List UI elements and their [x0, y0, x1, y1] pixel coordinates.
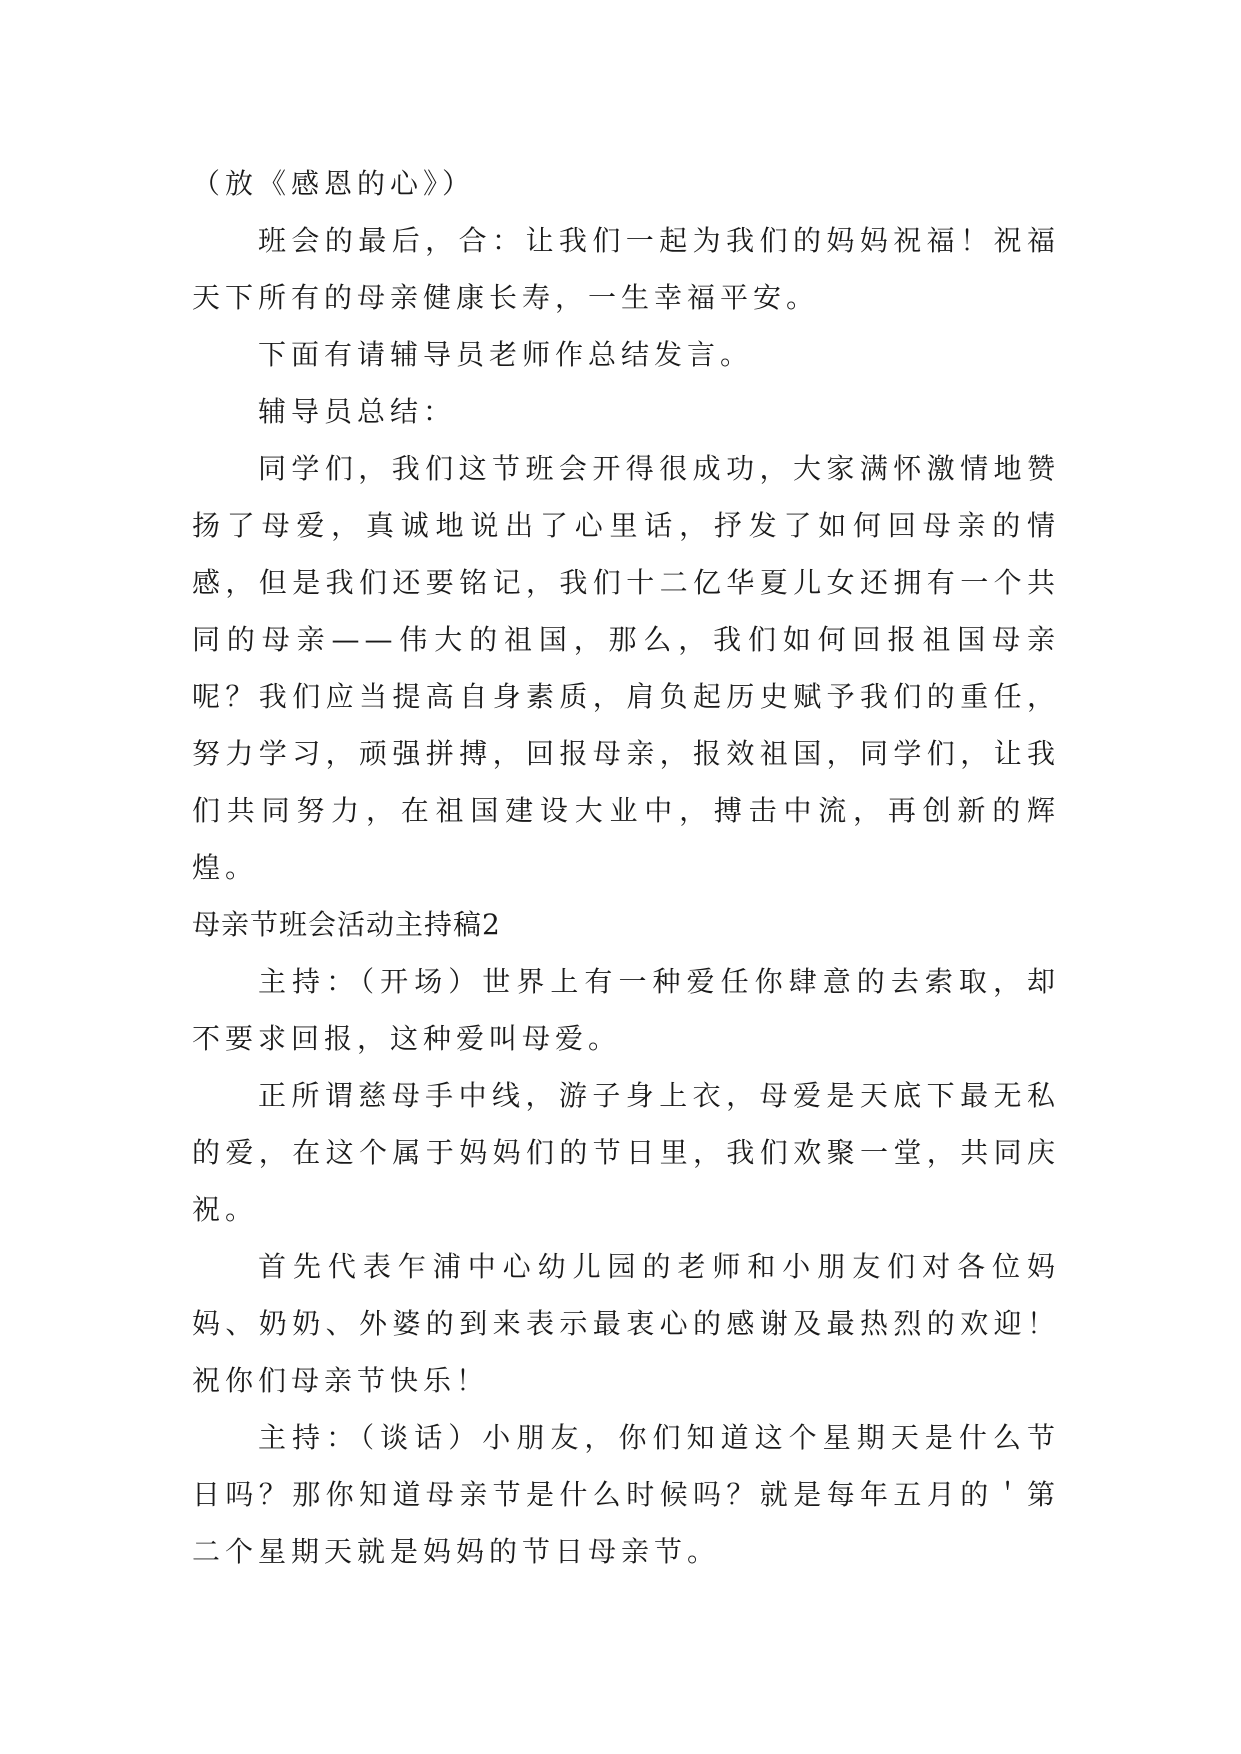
paragraph-counselor-summary: 同学们，我们这节班会开得很成功，大家满怀激情地赞扬了母爱，真诚地说出了心里话，抒发了如何回母亲的情感，但是我们还要铭记，我们十二亿华夏儿女还拥有一个共同的母亲——伟大的祖国，那么，我们如何回报祖国母亲呢？我们应当提高自身素质，肩负起历史赋予我们的重任，努力学习，顽强拼搏，回报母亲，报效祖国，同学们，让我们共同努力，在祖国建设大业中，搏击中流，再创新的辉煌。	[192, 452, 1060, 884]
section-heading: 母亲节班会活动主持稿2	[192, 908, 501, 941]
paragraph-invite-counselor: 下面有请辅导员老师作总结发言。	[258, 338, 754, 371]
paragraph-conversation: 主持：（谈话）小朋友，你们知道这个星期天是什么节日吗？那你知道母亲节是什么时候吗？就是每年五月的＇第二个星期天就是妈妈的节日母亲节。	[192, 1421, 1060, 1568]
paragraph-counselor-summary-label: 辅导员总结：	[258, 395, 457, 428]
paragraph-opening: 主持：（开场）世界上有一种爱任你肆意的去索取，却不要求回报，这种爱叫母爱。	[192, 965, 1060, 1055]
paragraph-song-note: （放《感恩的心》）	[192, 167, 476, 200]
paragraph-mothers-love: 正所谓慈母手中线，游子身上衣，母爱是天底下最无私的爱，在这个属于妈妈们的节日里，我们欢聚一堂，共同庆祝。	[192, 1079, 1060, 1226]
paragraph-welcome: 首先代表乍浦中心幼儿园的老师和小朋友们对各位妈妈、奶奶、外婆的到来表示最衷心的感谢及最热烈的欢迎！祝你们母亲节快乐！	[192, 1250, 1060, 1397]
document-body	[192, 155, 1060, 1580]
paragraph-closing-blessing: 班会的最后，合：让我们一起为我们的妈妈祝福！祝福天下所有的母亲健康长寿，一生幸福平安。	[192, 224, 1060, 314]
